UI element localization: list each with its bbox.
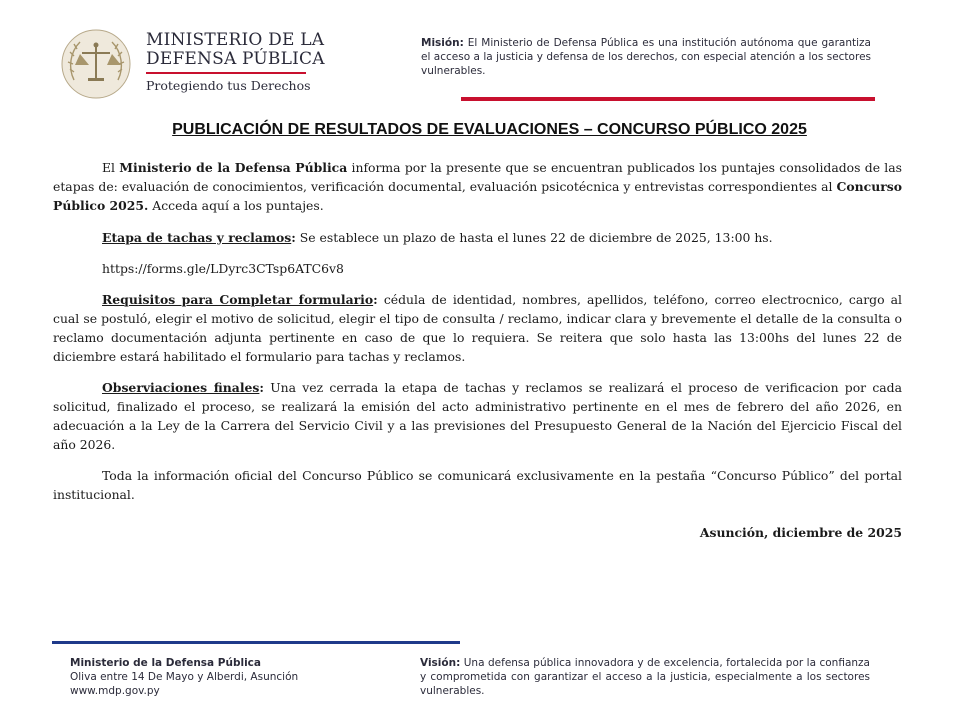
footer-contact bbox=[70, 656, 298, 698]
requirements-colon: : bbox=[373, 292, 378, 307]
document-body bbox=[53, 158, 902, 542]
mission-statement bbox=[421, 36, 871, 78]
footer-divider bbox=[52, 641, 460, 644]
vision-statement bbox=[420, 656, 870, 698]
header-divider bbox=[461, 97, 875, 101]
intro-paragraph bbox=[53, 158, 902, 215]
mission-label: Misión: bbox=[421, 37, 464, 49]
intro-org-bold: Ministerio de la Defensa Pública bbox=[119, 160, 348, 175]
mission-text: El Ministerio de Defensa Pública es una institución autónoma que garantiza el acceso a la justicia y defensa de los derechos, con especial atención a los sectores vulnerables. bbox=[421, 37, 871, 77]
final-observations-paragraph bbox=[53, 378, 902, 454]
footer-address: Oliva entre 14 De Mayo y Alberdi, Asunción bbox=[70, 671, 299, 683]
signoff: Asunción, diciembre de 2025 bbox=[699, 525, 902, 540]
footer-website[interactable]: www.mdp.gov.py bbox=[70, 685, 160, 697]
scores-link-text[interactable]: Acceda aquí a los puntajes. bbox=[148, 198, 324, 213]
claims-stage-text: Se establece un plazo de hasta el lunes 22 de diciembre de 2025, 13:00 hs. bbox=[295, 230, 773, 245]
final-observations-colon: : bbox=[259, 380, 264, 395]
final-observations-text: Una vez cerrada la etapa de tachas y reclamos se realizará el proceso de verificacion por cada solicitud, finalizado el proceso, se realizará la emisión del acto administrativo pertinente en el mes de febrero del año 2026, en adecuación a la Ley de la Carrera del Servicio Civil y a las previsiones del Presupuesto General de la Nación del Ejercicio Fiscal del año 2026. bbox=[53, 380, 903, 452]
intro-text-c: informa por la presente que se encuentran publicados los puntajes consolidados de las etapas de: evaluación de conocimientos, verificación documental, evaluación psicotécnica y entrevistas correspondientes al bbox=[53, 160, 903, 194]
footer-org: Ministerio de la Defensa Pública bbox=[70, 657, 261, 669]
org-name-line2: DEFENSA PÚBLICA bbox=[146, 49, 325, 69]
org-name-line1: MINISTERIO DE LA bbox=[146, 30, 325, 50]
final-observations-label: Observiaciones finales bbox=[102, 380, 260, 395]
official-info-paragraph: Toda la información oficial del Concurso Público se comunicará exclusivamente en la pestaña “Concurso Público” del portal institucional. bbox=[53, 468, 902, 502]
claims-stage-paragraph bbox=[53, 228, 902, 247]
claims-stage-label: Etapa de tachas y reclamos bbox=[102, 230, 292, 245]
claims-stage-colon: : bbox=[291, 230, 296, 245]
intro-text-a: El bbox=[102, 160, 120, 175]
org-name bbox=[146, 31, 325, 69]
ministry-emblem-icon bbox=[60, 28, 132, 100]
requirements-paragraph bbox=[53, 290, 902, 366]
tagline: Protegiendo tus Derechos bbox=[146, 78, 311, 93]
requirements-text: cédula de identidad, nombres, apellidos, teléfono, correo electrocnico, cargo al cual se postuló, elegir el motivo de solicitud, elegir el tipo de consulta / reclamo, indicar clara y brevemente el detalle de la consulta o reclamo documentación adjunta pertinente en caso de que lo requiera. Se reitera que solo hasta las 13:00hs del lunes 22 de diciembre estará habilitado el formulario para tachas y reclamos. bbox=[53, 292, 902, 364]
vision-text: Una defensa pública innovadora y de excelencia, fortalecida por la confianza y comprometida con garantizar el acceso a la justicia, especialmente a los sectores vulnerables. bbox=[420, 657, 870, 697]
page-title: PUBLICACIÓN DE RESULTADOS DE EVALUACIONES – CONCURSO PÚBLICO 2025 bbox=[172, 121, 807, 138]
page-header bbox=[0, 0, 979, 110]
form-url[interactable]: https://forms.gle/LDyrc3CTsp6ATC6v8 bbox=[102, 261, 344, 276]
intro-contest-bold: Concurso Público 2025. bbox=[53, 179, 902, 213]
org-name-divider bbox=[146, 72, 306, 74]
vision-label: Visión: bbox=[420, 657, 461, 669]
requirements-label: Requisitos para Completar formulario bbox=[102, 292, 374, 307]
